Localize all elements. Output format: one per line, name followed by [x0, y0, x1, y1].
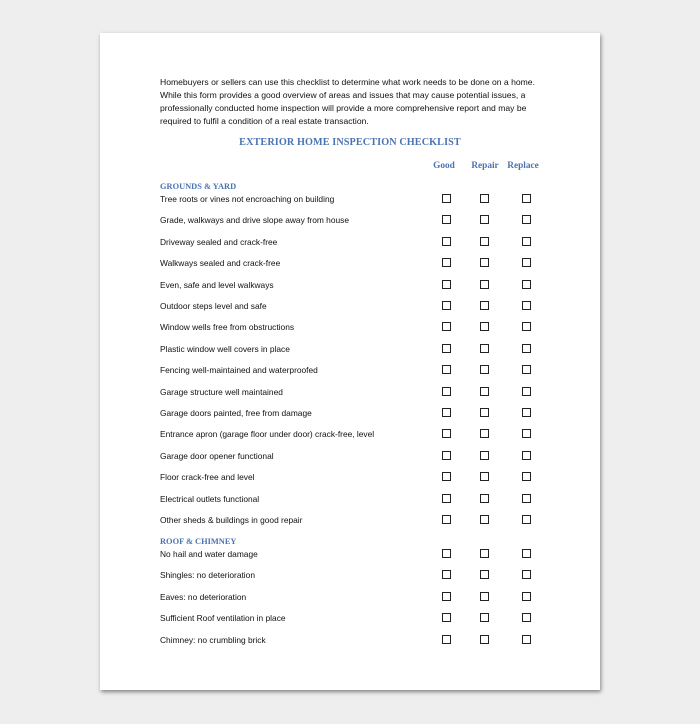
checkbox-good[interactable]: [442, 322, 451, 331]
checklist-item-label: Entrance apron (garage floor under door) crack-free, level: [160, 429, 375, 440]
checkbox-good[interactable]: [442, 258, 451, 267]
checklist-item-label: Sufficient Roof ventilation in place: [160, 613, 286, 624]
checklist-item-label: Even, safe and level walkways: [160, 279, 274, 290]
checklist-row: [160, 344, 560, 358]
checkbox-repair[interactable]: [480, 301, 489, 310]
checkbox-repair[interactable]: [480, 387, 489, 396]
checklist-row: [160, 635, 560, 649]
checklist-item-label: Fencing well-maintained and waterproofed: [160, 365, 318, 376]
intro-paragraph: Homebuyers or sellers can use this checklist to determine what work needs to be done on a home. While this form provides a good overview of areas and issues that may cause potential issues, a professionally conducted home inspection will provide a more comprehensive report and may be required to fulfil a condition of a real estate transaction.: [160, 77, 535, 126]
checkbox-good[interactable]: [442, 515, 451, 524]
checkbox-repair[interactable]: [480, 570, 489, 579]
checkbox-good[interactable]: [442, 613, 451, 622]
checklist-row: [160, 515, 560, 529]
checklist-item-label: Walkways sealed and crack-free: [160, 258, 281, 269]
checkbox-good[interactable]: [442, 570, 451, 579]
checkbox-replace[interactable]: [522, 194, 531, 203]
checkbox-repair[interactable]: [480, 322, 489, 331]
checkbox-replace[interactable]: [522, 322, 531, 331]
checkbox-repair[interactable]: [480, 549, 489, 558]
checklist-item-label: Electrical outlets functional: [160, 493, 260, 504]
checklist-row: [160, 194, 560, 208]
checkbox-good[interactable]: [442, 451, 451, 460]
checkbox-good[interactable]: [442, 592, 451, 601]
checkbox-replace[interactable]: [522, 635, 531, 644]
checklist-item-label: Garage structure well maintained: [160, 386, 283, 397]
checkbox-good[interactable]: [442, 301, 451, 310]
checklist-row: [160, 472, 560, 486]
checkbox-replace[interactable]: [522, 387, 531, 396]
checklist-item-label: Plastic window well covers in place: [160, 343, 290, 354]
checkbox-replace[interactable]: [522, 451, 531, 460]
checkbox-repair[interactable]: [480, 613, 489, 622]
checkbox-good[interactable]: [442, 494, 451, 503]
column-header-repair: Repair: [471, 161, 499, 171]
checklist-item-label: Driveway sealed and crack-free: [160, 236, 278, 247]
checkbox-repair[interactable]: [480, 237, 489, 246]
checkbox-repair[interactable]: [480, 494, 489, 503]
checkbox-replace[interactable]: [522, 258, 531, 267]
checkbox-good[interactable]: [442, 194, 451, 203]
checklist-item-label: Other sheds & buildings in good repair: [160, 515, 303, 525]
checkbox-replace[interactable]: [522, 494, 531, 503]
section-heading: ROOF & CHIMNEY: [160, 537, 237, 546]
checkbox-good[interactable]: [442, 472, 451, 481]
page-title: EXTERIOR HOME INSPECTION CHECKLIST: [239, 137, 461, 148]
checkbox-replace[interactable]: [522, 570, 531, 579]
checklist-item-label: Window wells free from obstructions: [160, 322, 295, 333]
checklist-row: [160, 592, 560, 606]
checklist-row: [160, 549, 560, 563]
checkbox-good[interactable]: [442, 365, 451, 374]
checklist-row: [160, 613, 560, 627]
checklist-row: [160, 451, 560, 465]
checkbox-repair[interactable]: [480, 515, 489, 524]
checkbox-repair[interactable]: [480, 408, 489, 417]
checkbox-repair[interactable]: [480, 365, 489, 374]
checklist-item-label: Eaves: no deterioration: [160, 591, 247, 602]
checklist-row: [160, 322, 560, 336]
checkbox-repair[interactable]: [480, 592, 489, 601]
checklist-item-label: Chimney: no crumbling brick: [160, 634, 266, 645]
checklist-item-label: Tree roots or vines not encroaching on building: [160, 194, 335, 204]
checkbox-repair[interactable]: [480, 258, 489, 267]
checklist-item-label: Outdoor steps level and safe: [160, 301, 267, 311]
checkbox-good[interactable]: [442, 387, 451, 396]
checkbox-repair[interactable]: [480, 635, 489, 644]
checkbox-replace[interactable]: [522, 613, 531, 622]
checkbox-replace[interactable]: [522, 215, 531, 224]
checkbox-replace[interactable]: [522, 280, 531, 289]
checkbox-replace[interactable]: [522, 237, 531, 246]
checklist-item-label: Garage door opener functional: [160, 450, 274, 461]
checkbox-repair[interactable]: [480, 472, 489, 481]
checkbox-good[interactable]: [442, 344, 451, 353]
checkbox-replace[interactable]: [522, 515, 531, 524]
checklist-row: [160, 494, 560, 508]
checklist-item-label: No hail and water damage: [160, 549, 258, 559]
checkbox-replace[interactable]: [522, 408, 531, 417]
checklist-item-label: Floor crack-free and level: [160, 472, 255, 483]
checkbox-repair[interactable]: [480, 429, 489, 438]
column-header-replace: Replace: [507, 161, 539, 171]
checkbox-good[interactable]: [442, 280, 451, 289]
checkbox-replace[interactable]: [522, 429, 531, 438]
checklist-row: [160, 570, 560, 584]
checklist-row: [160, 280, 560, 294]
checklist-row: [160, 215, 560, 229]
checkbox-replace[interactable]: [522, 549, 531, 558]
checkbox-good[interactable]: [442, 549, 451, 558]
checklist-item-label: Shingles: no deterioration: [160, 570, 255, 581]
checkbox-replace[interactable]: [522, 301, 531, 310]
checkbox-good[interactable]: [442, 429, 451, 438]
checklist-row: [160, 387, 560, 401]
checkbox-replace[interactable]: [522, 344, 531, 353]
checklist-row: [160, 301, 560, 315]
checkbox-repair[interactable]: [480, 451, 489, 460]
document-page: [100, 33, 600, 690]
checklist-row: [160, 408, 560, 422]
checklist-row: [160, 237, 560, 251]
checkbox-good[interactable]: [442, 635, 451, 644]
checkbox-repair[interactable]: [480, 215, 489, 224]
checkbox-replace[interactable]: [522, 472, 531, 481]
checklist-row: [160, 429, 560, 443]
checkbox-repair[interactable]: [480, 344, 489, 353]
checkbox-replace[interactable]: [522, 592, 531, 601]
checklist-item-label: Garage doors painted, free from damage: [160, 408, 312, 418]
checklist-item-label: Grade, walkways and drive slope away from house: [160, 215, 349, 226]
checkbox-repair[interactable]: [480, 194, 489, 203]
checkbox-repair[interactable]: [480, 280, 489, 289]
checklist-row: [160, 258, 560, 272]
checklist-row: [160, 365, 560, 379]
checkbox-replace[interactable]: [522, 365, 531, 374]
checkbox-good[interactable]: [442, 408, 451, 417]
checkbox-good[interactable]: [442, 237, 451, 246]
column-header-good: Good: [433, 161, 455, 171]
checkbox-good[interactable]: [442, 215, 451, 224]
section-heading: GROUNDS & YARD: [160, 182, 237, 191]
